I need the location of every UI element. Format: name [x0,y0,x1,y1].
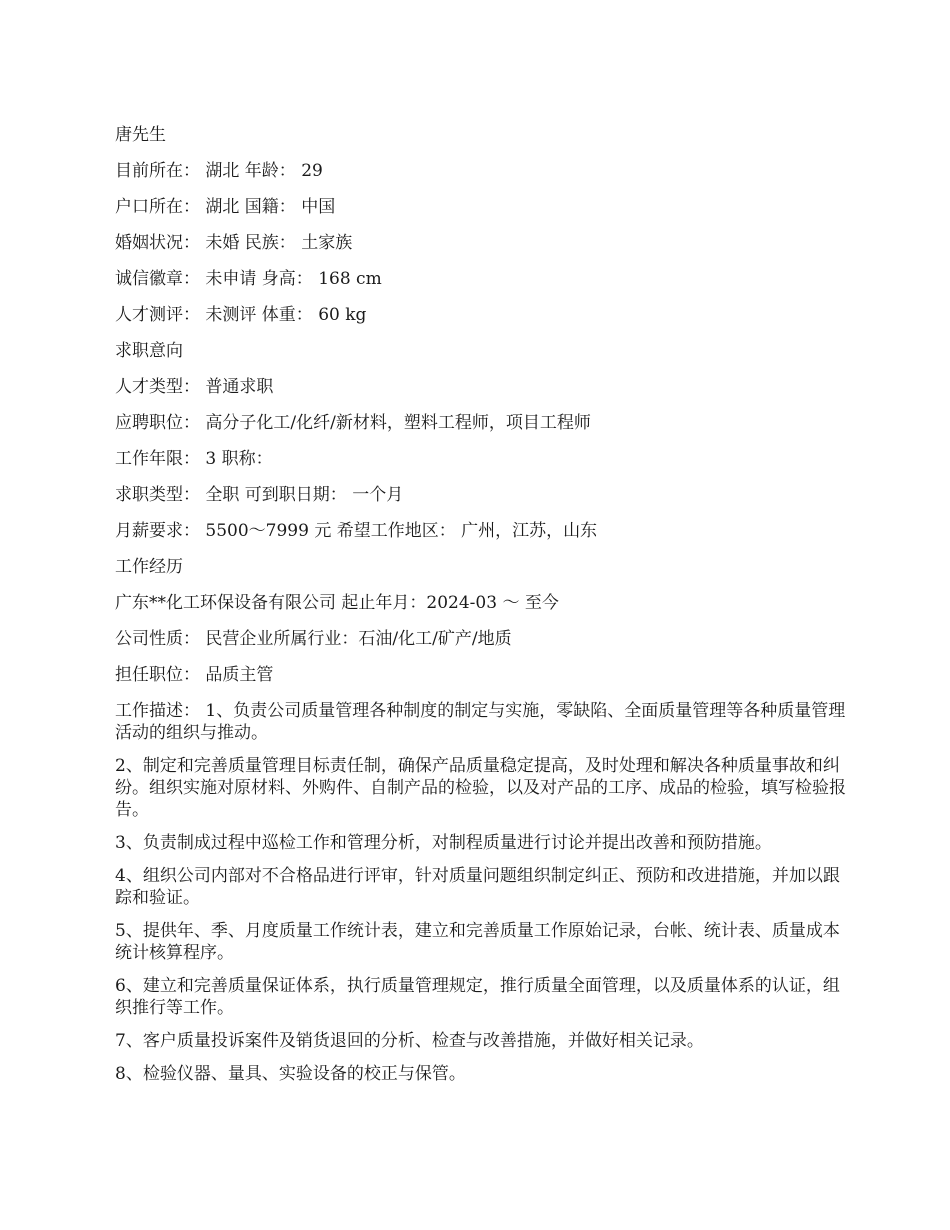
marital-ethnicity-line: 婚姻状况： 未婚 民族： 土家族 [115,233,353,253]
role-line: 担任职位： 品质主管 [115,665,274,685]
job-description-5: 5、提供年、季、月度质量工作统计表，建立和完善质量工作原始记录，台帐、统计表、质量成本统计核算程序。 [115,921,840,963]
resume-document [115,124,855,1096]
job-type-line: 求职类型： 全职 可到职日期： 一个月 [115,485,404,505]
job-description-6: 6、建立和完善质量保证体系，执行质量管理规定，推行质量全面管理，以及质量体系的认证，组织推行等工作。 [115,976,840,1018]
candidate-name: 唐先生 [115,125,166,145]
applied-position-line: 应聘职位： 高分子化工/化纤/新材料，塑料工程师，项目工程师 [115,413,591,433]
job-description-4: 4、组织公司内部对不合格品进行评审，针对质量问题组织制定纠正、预防和改进措施，并加以跟踪和验证。 [115,866,840,908]
credit-height-line: 诚信徽章： 未申请 身高： 168 cm [115,269,382,289]
job-intention-heading: 求职意向 [115,341,183,361]
job-description-3: 3、负责制成过程中巡检工作和管理分析，对制程质量进行讨论并提出改善和预防措施。 [115,833,772,853]
job-description-2: 2、制定和完善质量管理目标责任制，确保产品质量稳定提高，及时处理和解决各种质量事故和纠纷。组织实施对原材料、外购件、自制产品的检验，以及对产品的工序、成品的检验，填写检验报告。 [115,756,846,820]
work-experience-heading: 工作经历 [115,557,183,577]
job-description-7: 7、客户质量投诉案件及销货退回的分析、检查与改善措施，并做好相关记录。 [115,1031,704,1051]
job-description-8: 8、检验仪器、量具、实验设备的校正与保管。 [115,1064,466,1084]
salary-region-line: 月薪要求： 5500～7999 元 希望工作地区： 广州，江苏，山东 [115,521,598,541]
assessment-weight-line: 人才测评： 未测评 体重： 60 kg [115,305,367,325]
company-period-line: 广东**化工环保设备有限公司 起止年月：2024-03 ～ 至今 [115,593,559,613]
hukou-nationality-line: 户口所在： 湖北 国籍： 中国 [115,197,336,217]
talent-type-line: 人才类型： 普通求职 [115,377,274,397]
location-age-line: 目前所在： 湖北 年龄： 29 [115,161,323,181]
company-nature-line: 公司性质： 民营企业所属行业：石油/化工/矿产/地质 [115,629,512,649]
job-description-1: 工作描述： 1、负责公司质量管理各种制度的制定与实施，零缺陷、全面质量管理等各种质量管理活动的组织与推动。 [115,701,846,743]
work-years-line: 工作年限： 3 职称： [115,449,273,469]
